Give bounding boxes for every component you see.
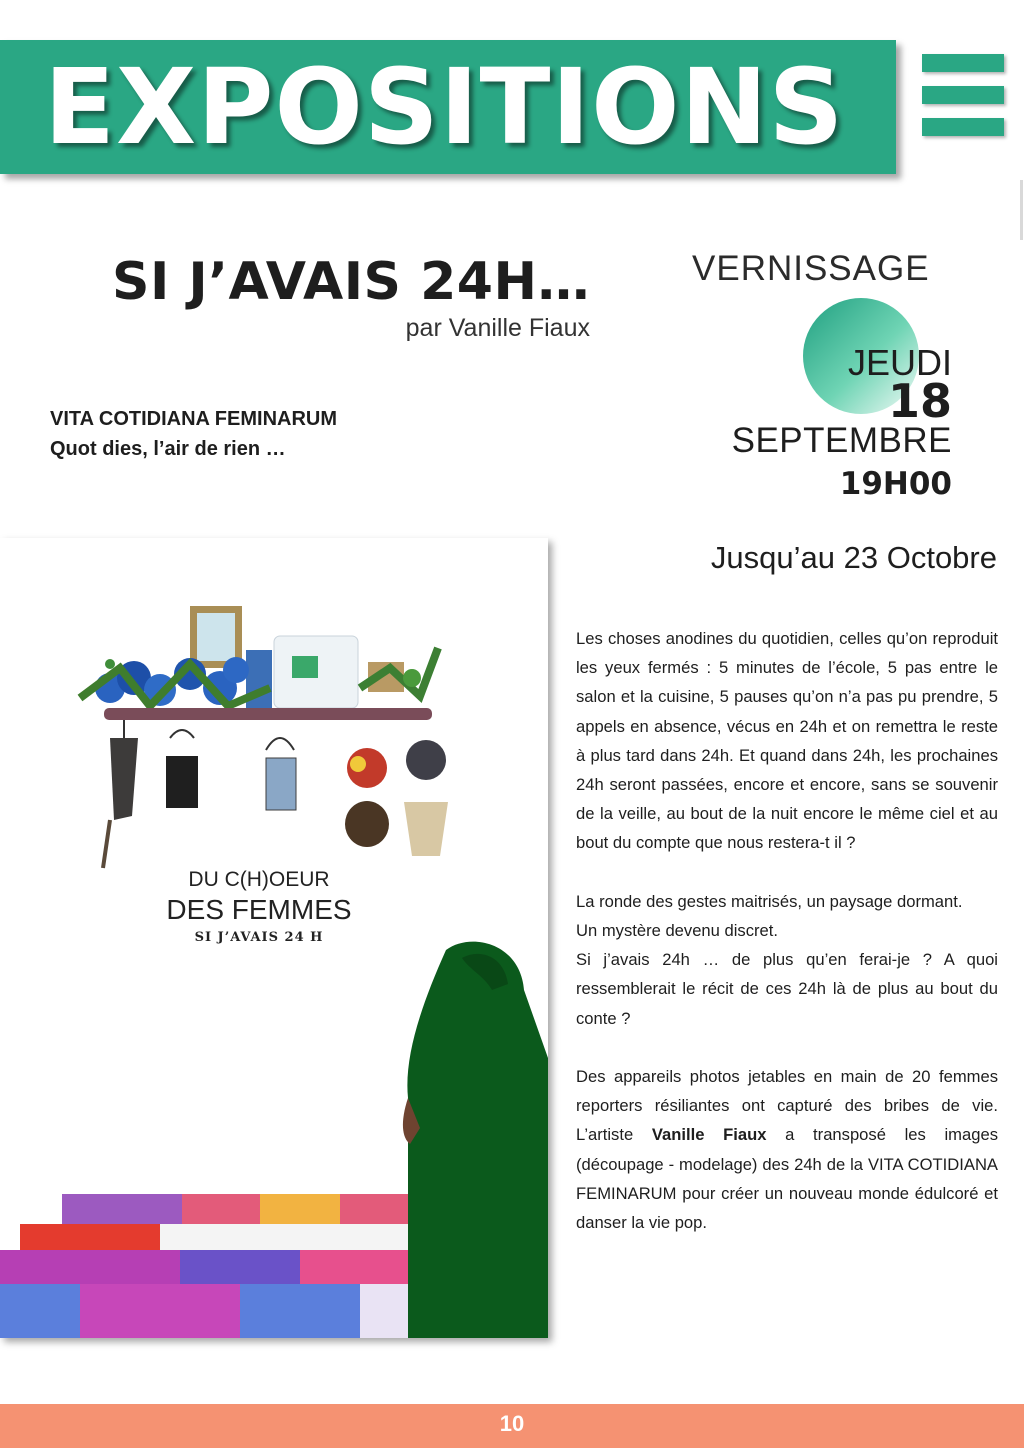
description-intro: Des appareils photos jetables en main de 20 femmes reporters résiliantes ont capturé des bribes de vie. L’artiste: [576, 1067, 998, 1145]
bouquet-decoration: [406, 740, 446, 780]
description-paragraph: [576, 1062, 998, 1237]
event-description: [576, 624, 998, 1237]
lantern-decoration: [266, 758, 296, 810]
exhibition-end-date: Jusqu’au 23 Octobre: [710, 540, 997, 575]
description-line: Un mystère devenu discret.: [576, 921, 778, 941]
vernissage-day: JEUDI: [847, 342, 952, 383]
event-subtitle: VITA COTIDIANA FEMINARUM: [50, 408, 338, 430]
artist-name: Vanille Fiaux: [651, 1125, 767, 1145]
description-paragraph: Les choses anodines du quotidien, celles qu’on reproduit les yeux fermés : 5 minutes de l’école, 5 pas entre le salon et la cuisine, 5 pauses qu’on n’a pas pu prendre, 5 appels en absence, vécus en 24h et on remettra le reste à plus tard dans 24h. Et quand dans 24h, les prochaines 24h seront passées, encore et encore, sans se souvenir de la veille, au bout de la nuit encore le même ciel et au bout du compte que nous restera-t il ?: [576, 629, 998, 853]
poster-heading: DU C(H)OEUR: [188, 868, 330, 891]
shelf-decoration: [104, 708, 432, 720]
page-number: 10: [499, 1411, 525, 1436]
poster-subtitle: SI J’AVAIS 24 H: [194, 930, 324, 945]
cloth-decoration: [110, 738, 138, 820]
basket-decoration: [166, 756, 198, 808]
menu-icon[interactable]: [922, 54, 1004, 136]
vernissage-label: VERNISSAGE: [692, 249, 930, 288]
vernissage-date: 18: [887, 374, 952, 428]
description-rest: a transposé les images (découpage - modelage) des 24h de la VITA COTIDIANA FEMINARUM pour créer un nouveau monde édulcoré et danser la vie pop.: [576, 1125, 998, 1233]
poster-heading-main: DES FEMMES: [166, 894, 352, 925]
event-tagline: Quot dies, l’air de rien …: [50, 438, 286, 460]
exhibition-poster: [0, 538, 548, 1338]
event-title: SI J’AVAIS 24H…: [112, 252, 590, 312]
event-author: par Vanille Fiaux: [405, 314, 590, 342]
vernissage-month: SEPTEMBRE: [731, 421, 952, 460]
woman-figure-decoration: [403, 942, 548, 1338]
description-line: La ronde des gestes maitrisés, un paysage dormant.: [576, 891, 963, 911]
section-title: EXPOSITIONS: [44, 46, 845, 168]
page-edge: [1020, 180, 1023, 240]
description-line: Si j’avais 24h … de plus qu’en ferai-je ? A quoi ressemblerait le récit de ces 24h là de plus au bout du conte ?: [576, 950, 998, 1028]
vernissage-time: 19H00: [839, 466, 952, 502]
